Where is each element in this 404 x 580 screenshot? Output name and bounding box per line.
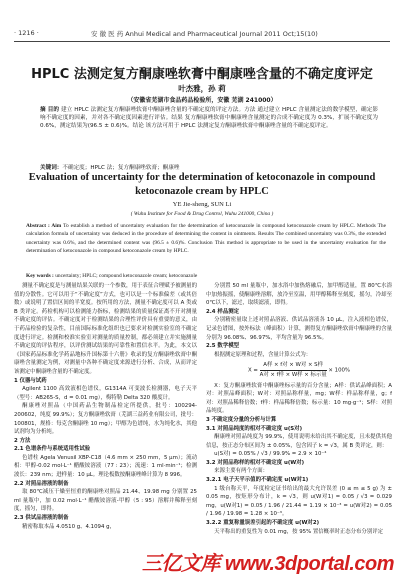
keywords-english-label: Key words :: [26, 273, 54, 279]
subsection-heading: 3.1 对照品纯度的相对不确定度 u(S对): [206, 425, 303, 432]
section-heading: 2 方法: [14, 437, 31, 444]
subsection-heading: 2.3 供试品溶液的制备: [14, 515, 69, 522]
subsection-heading: 3.2.2 重复称量误差引起的不确定度 u(W对2): [206, 520, 320, 527]
keywords-chinese-text: 不确定度；HPLC 法；复方酮康唑软膏；酮康唑: [62, 165, 180, 171]
formula-denominator: A对 × f样 × W样 × 标示量: [259, 371, 327, 378]
paragraph: 测量不确定度是与测量结果关联的一个参数，用于表征合理赋予被测量的值的分散性。它可以用于“不确定度”方式，也可以是一个标准偏差（或其倍数）或说明了置信区间的半宽度。按所用的方法，测量不确定度可以 A 类或 B 类评定。药检机构可以检测能力指标，检测结果的质量保证离不开对测量不确定度的评估。不确定度对于检测结果的合理性评价具有重要的意义，由于药品检验的复杂性，目前国际标准化组织也已要求对检测实验室的不确定度进行评定。检测和校准实验室对测量的质量控制，都必须建立并实施测量不确定度的评估程序，以评价测试结果的可靠性和置信水平。为此，本文以《国家药品标准化学药品地标升国标第十六册》收录的复方酮康唑软膏中酮康唑含量测定为例，对测量中各种不确定度来源进行分析、合成，从而评定该测定中酮康唑含量的不确定度。: [14, 283, 197, 375]
paragraph: 天平称出的重复性为 0.01 mg，按 95% 置信概率时正态分布分别评定: [214, 528, 383, 535]
abstract-english-text: To establish a method of uncertainty evaluation for the determination of ketoconazole in compound ketoconazole cream by HPLC. Methods The calculation formula of uncertainty was deduced in the procedure of determining the content in ointments. Results The combined uncertainty was 0.3%, the extended uncertainty was 0.6%, and the determined content was (96.5 ± 0.6)%. Conclusion This method is appropriate to be used in the uncertainty evaluation for the determination of ketoconazole in compound ketoconazole cream by HPLC.: [26, 223, 386, 254]
paragraph: 分别精密量取上述对照品溶液、供试品溶液各 10 μL，注入液相色谱仪，记录色谱图，按外标法（峰面积）计算，测得复方酮康唑软膏中酮康唑的含量分别为 96.08%、96.97%，平均含量为 96.5%。: [206, 317, 392, 341]
body-column-left: [14, 282, 197, 554]
subsection-heading: 2.2 对照品溶液的制备: [14, 480, 69, 487]
authors-chinese: 叶杰雅，孙 莉: [178, 84, 226, 93]
header-rule: [14, 41, 390, 42]
journal-citation: 安 徽 医 药 Anhui Medical and Pharmaceutical Journal 2011 Oct;15(10): [91, 29, 318, 38]
paragraph: 1 级台称天平，年度检定证书给出的最大允许误差 (0 ≤ m ≤ 5 g) 为 ± 0.05 mg，按矩形分布计，k = √3，则 u(W对1) = 0.05 / √3 = 0.029 mg，u(W对1) = 0.05 / 1.96 / 21.44 = 1.19 × 10⁻³ = u(W对2) = 0.05 / 1.96 / 19.98 = 1.28 × 10⁻³。: [206, 485, 392, 518]
paragraph: X：复方酮康唑软膏中酮康唑标示量的百分含量；A样：供试品峰面积；A对：对照品峰面积；W对：对照品称样量，mg；W样：样品称样量，g；f对：对照品稀释倍数；f样：样品稀释倍数；标示量：10 mg·g⁻¹；S样：对照品纯度。: [206, 382, 392, 415]
paragraph: u(S对) = 0.05% / √3 / 99.9% = 2.9 × 10⁻⁴: [214, 451, 327, 458]
paragraph: 根据测定原理和过程，含量计算公式为：: [214, 351, 312, 358]
abstract-chinese-label: 摘 目的: [40, 107, 60, 113]
paragraph: 分别置 50 ml 量瓶中，加水浴中加热熔融后，加甲醇适量，置 80℃水浴中加热振摇，使酮康唑溶解，放冷至室温，用甲醇稀释至刻度，摇匀，冷却至 0℃以下，滤过，取续滤液，即得。: [206, 283, 392, 307]
paragraph: 酮康唑对照品纯度为 99.9%，使用说明未给出其不确定度，且未提供其他信息，按正态分布区间为 ± 0.05%，包含因子 k = √3，属 B 类评定，则：: [206, 434, 392, 449]
section-heading: 1 仪器与试药: [14, 377, 47, 384]
paragraph: 色谱柱 Agela Venusil XBP-C18（4.6 mm × 250 mm，5 μm）；流动相：甲醇-0.02 mol·L⁻¹ 醋酸铵溶液（77 : 23）；流速：1 ml·min⁻¹；检测波长：239 nm；进样量：10 μL。理论板数按酮康唑峰计算为 8 996。: [14, 454, 197, 479]
paragraph: Agilent 1100 高效液相色谱仪，G1314A 可变波长检测器，电子天平（型号：AB265-S，d = 0.01 mg），梅特勒 Delta 320 酸度计。: [14, 386, 197, 401]
subsection-heading: 2.4 样品测定: [206, 308, 239, 315]
abstract-chinese-text: 建立 HPLC 法测定复方酮康唑软膏中酮康唑含量的不确定度的评定方法。方法 通过建立 HPLC 含量测定法的数学模型，确定影响不确定度的因素，并对各不确定度因素进行评估。结果 复方酮康唑软膏中酮康唑含量测定的合成不确定度为 0.3%，扩展不确定度为 0.6%，测定结果为(96.5 ± 0.6)%。结论 该方法可用于 HPLC 法测定复方酮康唑软膏中酮康唑含量的不确定度评定。: [40, 107, 378, 130]
title-english: Evaluation of uncertainty for the determination of ketoconazole in compound ketoconazole cream by HPLC: [28, 172, 376, 197]
authors-english: YE Jie-sheng, SUN Li: [172, 201, 232, 208]
abstract-chinese: [40, 106, 378, 163]
subsection-heading: 2.5 数学模型: [206, 343, 239, 350]
paragraph: 取 80℃减压干燥至恒重的酮康唑对照品 21.44、19.98 mg 分别置 25 ml 量瓶中，加 0.02 mol·L⁻¹ 醋酸铵溶液-甲醇（5 : 95）溶解并稀释至刻度，摇匀，即得。: [14, 489, 197, 513]
subsection-heading: 3.2.1 电子天平示值的不确定度 u(W对1): [206, 477, 309, 484]
page-number: · 1216 ·: [14, 29, 39, 37]
subsection-heading: 3.2 对照品称样的相对不确定度 u(W对): [206, 459, 305, 466]
running-header: [14, 27, 390, 39]
subsection-heading: 2.1 色谱条件与系统适用性试验: [14, 446, 91, 453]
keywords-english: [26, 272, 386, 280]
abstract-english-label: Abstract : Aim: [26, 223, 62, 229]
section-heading: 3 不确定度分量的分析与计算: [206, 416, 277, 423]
abstract-english: [26, 222, 386, 271]
keywords-chinese-label: 关键词：: [40, 165, 63, 171]
watermark: 三亿文库 www.3dportal.com: [141, 553, 394, 575]
paragraph: 酮康唑对照品（中国药品生物制品检定所提供，批号：100294-200602，纯度 99.9%）；复方酮康唑软膏（芜湖三益药业有限公司，批号：100801，规格：每克含酮康唑 10 mg）；甲醇为色谱纯，水为纯化水，其他试剂均为分析纯。: [14, 403, 197, 436]
paragraph: 来源主要有两个方面：: [214, 468, 269, 475]
formula-numerator: A样 × f对 × W对 × S样: [260, 361, 327, 371]
paragraph: 精密称取本品 4.0510 g、4.1094 g，: [22, 523, 115, 530]
formula-lhs: X =: [247, 367, 258, 374]
title-chinese: HPLC 法测定复方酮康唑软膏中酮康唑含量的不确定度评定: [31, 67, 373, 82]
formula-tail: × 100%: [328, 367, 351, 374]
body-column-right: [206, 282, 392, 554]
formula-fraction: [260, 361, 327, 379]
content-formula: [206, 361, 392, 379]
affiliation-english: ( Wuhu Institute for Food & Drug Control, Wuhu 241000, China ): [130, 211, 274, 217]
affiliation-chinese: （安徽省芜湖市食品药品检验所，安徽 芜湖 241000）: [127, 97, 277, 104]
keywords-english-text: uncertainty; HPLC; compound ketoconazole cream; ketoconazole: [55, 273, 198, 279]
